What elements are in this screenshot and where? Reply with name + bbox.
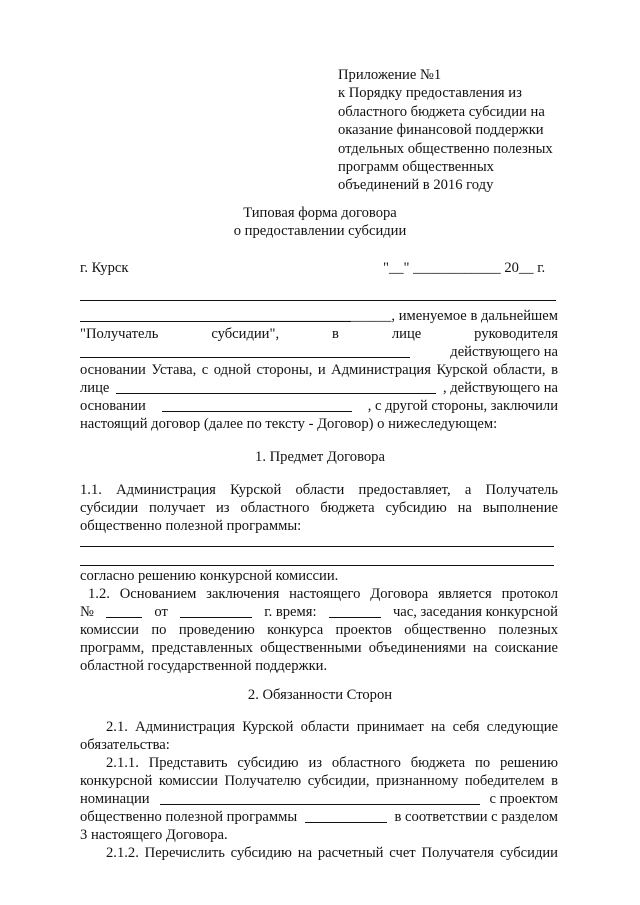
clause-text: г. время:	[264, 604, 317, 620]
preamble-word: "Получатель	[80, 326, 159, 342]
clause-1-2-line-4: программ, представленных общественными объединениями на соискание	[80, 640, 558, 656]
blank-protocol-number	[106, 603, 142, 618]
clause-1-1-line-3: общественно полезной программы:	[80, 518, 302, 534]
preamble-text: ______________________, именуемое в дальнейшем	[230, 308, 558, 324]
blank-basis	[162, 397, 352, 412]
preamble-line-2	[80, 325, 558, 343]
appendix-header	[338, 66, 628, 195]
document-title-line2: о предоставлении субсидии	[233, 223, 407, 239]
section-1-heading: 1. Предмет Договора	[255, 449, 385, 465]
appendix-line: Приложение №1	[338, 67, 442, 83]
blank-protocol-date	[180, 603, 252, 618]
appendix-line: отдельных общественно полезных	[338, 140, 553, 157]
clause-1-2-line-2	[80, 603, 558, 621]
clause-1-2-line-1: 1.2. Основанием заключения настоящего Договора является протокол	[88, 586, 558, 602]
preamble-word: лице	[391, 326, 422, 342]
clause-text: 1.1. Администрация Курской области предоставляет, а Получатель	[80, 482, 558, 498]
clause-text: час, заседания конкурсной	[392, 604, 558, 620]
clause-1-2-line-5: областной государственной поддержки.	[80, 658, 328, 674]
preamble-text: , действующего на	[442, 380, 558, 396]
appendix-line: к Порядку предоставления из	[338, 85, 522, 102]
preamble-line-4: основании Устава, с одной стороны, и Администрация Курской области, в	[80, 362, 558, 378]
section-2-heading: 2. Обязанности Сторон	[247, 687, 393, 703]
appendix-line: объединений в 2016 году	[338, 177, 494, 194]
clause-1-1-line-2: субсидии получает из областного бюджета субсидию на выполнение	[80, 500, 558, 516]
clause-text: с проектом	[489, 791, 558, 807]
clause-text: №	[80, 604, 94, 620]
clause-text: от	[154, 604, 168, 620]
contract-date: "__" ____________ 20__ г.	[383, 260, 546, 276]
appendix-line: оказание финансовой поддержки	[338, 122, 544, 139]
preamble-line-5	[80, 379, 558, 397]
clause-text: номинации	[80, 791, 150, 807]
preamble-word: руководителя	[474, 326, 558, 342]
clause-2-1-1-line-4	[80, 808, 558, 826]
clause-1-2-line-3: комиссии по проведению конкурса проектов общественно полезных	[80, 622, 558, 638]
clause-1-1-line-1	[80, 481, 558, 499]
blank-admin-rep	[116, 379, 436, 394]
preamble-text: , с другой стороны, заключили	[367, 398, 558, 414]
blank-program-name	[305, 808, 387, 823]
clause-2-1-2-line-1: 2.1.2. Перечислить субсидию на расчетный счет Получателя субсидии	[106, 845, 558, 861]
clause-2-1-1-line-5: 3 настоящего Договора.	[80, 827, 228, 843]
appendix-line: программ общественных	[338, 159, 494, 176]
preamble-line-1	[80, 307, 558, 325]
preamble-line-7: настоящий договор (далее по тексту - Договор) о нижеследующем:	[80, 416, 498, 432]
clause-1-1-line-4: согласно решению конкурсной комиссии.	[80, 568, 339, 584]
preamble-line-6	[80, 397, 558, 415]
clause-text: в соответствии с разделом	[394, 809, 558, 825]
clause-2-1-line-1: 2.1. Администрация Курской области принимает на себя следующие	[106, 719, 558, 735]
appendix-line: областного бюджета субсидии на	[338, 103, 545, 120]
blank-protocol-time	[329, 603, 381, 618]
blank-nomination	[160, 790, 480, 805]
blank-line	[80, 565, 554, 566]
blank-line	[80, 300, 556, 301]
preamble-text: основании	[80, 398, 146, 414]
preamble-line-3	[80, 343, 558, 361]
clause-2-1-1-line-2: конкурсной комиссии Получателю субсидии, признанному победителем в	[80, 773, 558, 789]
city-date-line	[80, 259, 560, 277]
document-title-line1: Типовая форма договора	[243, 205, 397, 221]
clause-text: общественно полезной программы	[80, 809, 298, 825]
city: г. Курск	[80, 260, 129, 276]
clause-2-1-1-line-1: 2.1.1. Представить субсидию из областного бюджета по решению	[106, 755, 558, 771]
preamble-word: в	[332, 326, 339, 342]
preamble-text: действующего на	[450, 344, 558, 360]
blank-director	[80, 343, 410, 358]
preamble-word: субсидии",	[211, 326, 280, 342]
blank-line	[80, 546, 554, 547]
clause-2-1-line-2: обязательства:	[80, 737, 170, 753]
clause-2-1-1-line-3	[80, 790, 558, 808]
preamble-text: лице	[80, 380, 110, 396]
